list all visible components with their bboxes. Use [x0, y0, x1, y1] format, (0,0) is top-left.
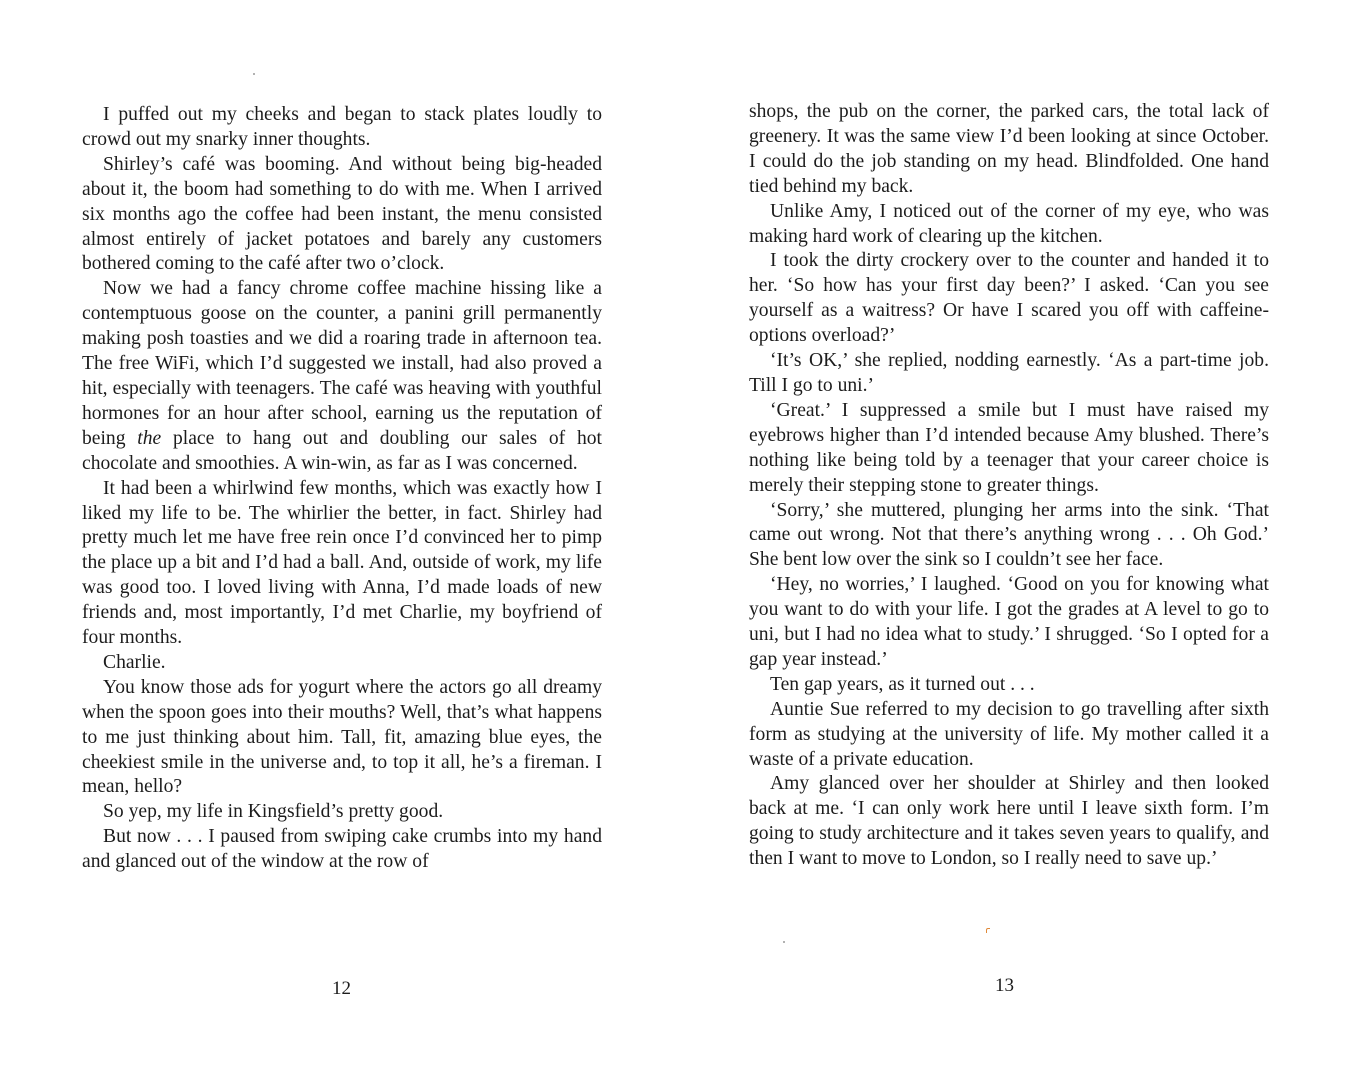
emphasis: the [137, 427, 162, 449]
paragraph: I took the dirty crockery over to the counter and handed it to her. ‘So how has your first day been?’ I asked. ‘Can you see yourself as a waitress? Or have I scared you off with caffeine-options overload?’ [749, 250, 1269, 347]
paragraph: You know those ads for yogurt where the actors go all dreamy when the spoon goes into their mouths? Well, that’s what happens to me just thinking about him. Tall, fit, amazing blue eyes, the cheekiest smile in the universe and, to top it all, he’s a fireman. I mean, hello? [82, 676, 602, 798]
paragraph: Auntie Sue referred to my decision to go travelling after sixth form as studying at the university of life. My mother called it a waste of a private education. [749, 698, 1269, 770]
paper-speck [986, 928, 990, 933]
paragraph: ‘Hey, no worries,’ I laughed. ‘Good on you for knowing what you want to do with your life. I got the grades at A level to go to uni, but I had no idea what to study.’ I shrugged. ‘So I opted for a gap year instead.’ [749, 574, 1269, 670]
paragraph: Amy glanced over her shoulder at Shirley and then looked back at me. ‘I can only work here until I leave sixth form. I’m going to study architecture and it takes seven years to qualify, and then I want to move to London, so I really need to save up.’ [749, 773, 1269, 870]
paragraph: Charlie. [103, 651, 166, 673]
paragraph: It had been a whirlwind few months, which was exactly how I liked my life to be. The whirlier the better, in fact. Shirley had pretty much let me have free rein once I’d convinced her to pimp the place up a bit and I’d had a ball. And, outside of work, my life was good too. I loved living with Anna, I’d made loads of new friends and, most importantly, I’d met Charlie, my boyfriend of four months. [82, 477, 602, 649]
paragraph [82, 277, 602, 476]
paragraph: ‘Sorry,’ she muttered, plunging her arms into the sink. ‘That came out wrong. Not that there’s anything wrong . . . Oh God.’ She bent low over the sink so I couldn’t see her face. [749, 499, 1269, 571]
left-page-text [82, 103, 602, 875]
paragraph: So yep, my life in Kingsfield’s pretty good. [103, 801, 444, 823]
paragraph: I puffed out my cheeks and began to stack plates loudly to crowd out my snarky inner thoughts. [82, 104, 602, 150]
right-page [677, 0, 1354, 1080]
paragraph: But now . . . I paused from swiping cake crumbs into my hand and glanced out of the window at the row of [82, 826, 602, 873]
paper-speck [783, 941, 785, 943]
page-number: 12 [332, 978, 351, 999]
paper-speck [253, 73, 255, 75]
right-page-text [749, 100, 1269, 872]
paragraph: ‘It’s OK,’ she replied, nodding earnestly. ‘As a part-time job. Till I go to uni.’ [749, 350, 1269, 396]
paragraph-text: Now we had a fancy chrome coffee machine hissing like a contemptuous goose on the counter, a panini grill permanently making posh toasties and we did a roaring trade in afternoon tea. The free WiFi, which I’d suggested we install, had also proved a hit, especially with teenagers. The café was heaving with youthful hormones for an hour after school, earning us the reputation of being [82, 278, 602, 449]
paragraph: Ten gap years, as it turned out . . . [770, 673, 1035, 695]
paragraph: Unlike Amy, I noticed out of the corner of my eye, who was making hard work of clearing up the kitchen. [749, 200, 1269, 247]
page-number: 13 [995, 975, 1014, 996]
paragraph: ‘Great.’ I suppressed a smile but I must have raised my eyebrows higher than I’d intended because Amy blushed. There’s nothing like being told by a teenager that your career choice is merely their stepping stone to greater things. [749, 399, 1269, 496]
paragraph-text: place to hang out and doubling our sales of hot chocolate and smoothies. A win-win, as far as I was concerned. [82, 427, 602, 474]
paragraph: shops, the pub on the corner, the parked cars, the total lack of greenery. It was the same view I’d been looking at since October. I could do the job standing on my head. Blindfolded. One hand tied behind my back. [749, 101, 1269, 197]
paragraph: Shirley’s café was booming. And without being big-headed about it, the boom had something to do with me. When I arrived six months ago the coffee had been instant, the menu consisted almost entirely of jacket potatoes and barely any customers bothered coming to the café after two o’clock. [82, 153, 602, 275]
